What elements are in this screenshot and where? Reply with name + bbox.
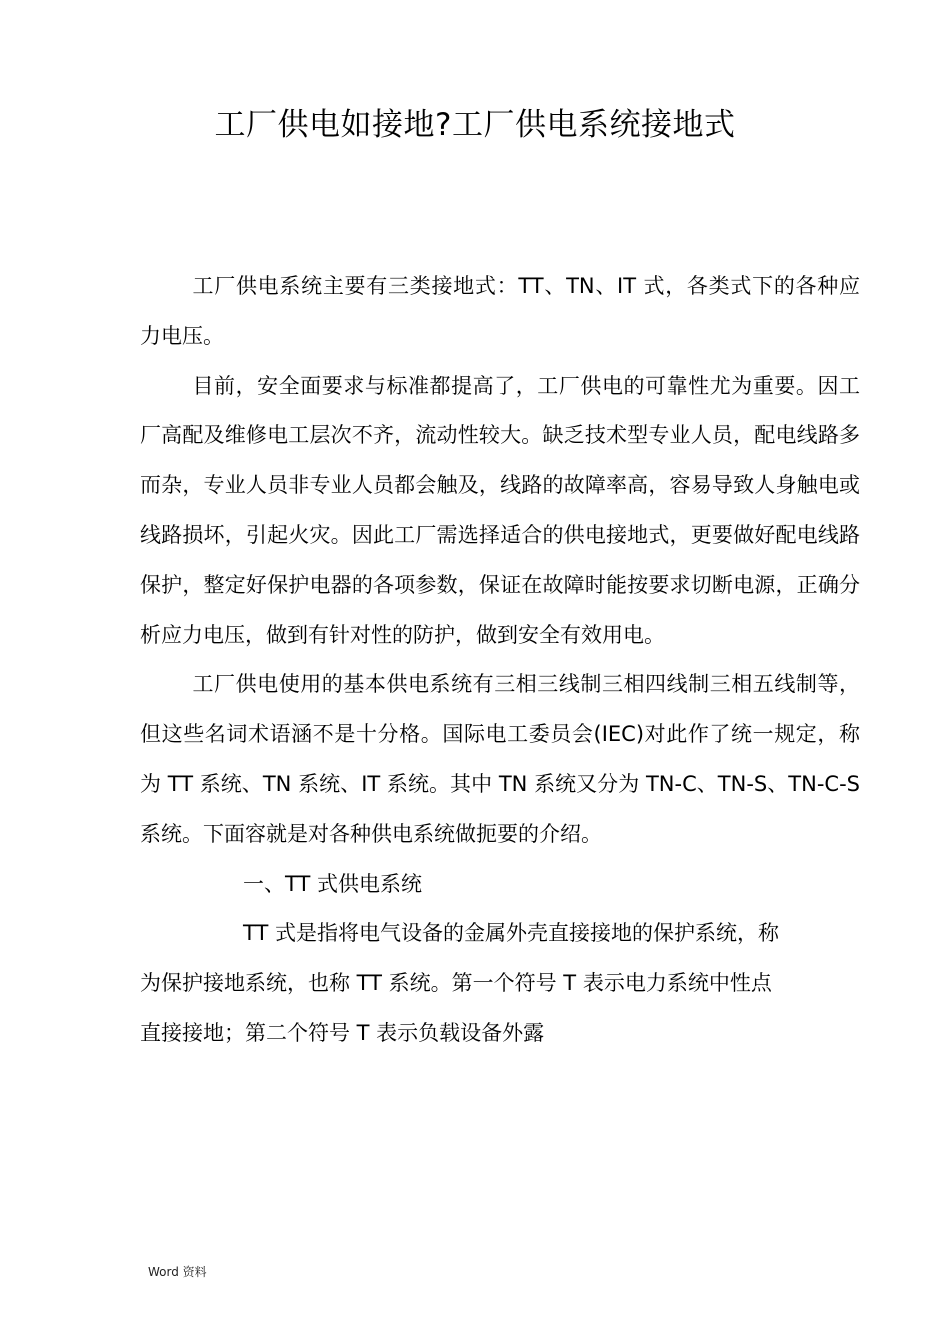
document-title: 工厂供电如接地?工厂供电系统接地式 (214, 107, 736, 143)
paragraph-grounding-types: 工厂供电系统主要有三类接地式：TT、TN、IT 式，各类式下的各种应力电压。 (140, 274, 860, 348)
paragraph-safety-requirements: 目前，安全面要求与标准都提高了，工厂供电的可靠性尤为重要。因工厂高配及维修电工层次不齐，流动性较大。缺乏技术型专业人员，配电线路多而杂，专业人员非专业人员都会触及，线路的故障率高，容易导致人身触电或线路损坏，引起火灾。因此工厂需选择适合的供电接地式，更要做好配电线路保护，整定好保护电器的各项参数，保证在故障时能按要求切断电源，正确分析应力电压，做到有针对性的防护，做到安全有效用电。 (140, 373, 860, 647)
paragraph-iec-systems: 工厂供电使用的基本供电系统有三相三线制三相四线制三相五线制等，但这些名词术语涵不是十分格。国际电工委员会(IEC)对此作了统一规定，称为 TT 系统、TN 系统、IT 系统。其中 TN 系统又分为 TN-C、TN-S、TN-C-S 系统。下面容就是对各种供电系统做扼要的介绍。 (140, 672, 860, 846)
footer-label: Word 资料 (148, 1265, 207, 1279)
section-heading-tt: 一、TT 式供电系统 (243, 871, 422, 896)
document-body (140, 262, 860, 1059)
paragraph-tt-definition: TT 式是指将电气设备的金属外壳直接接地的保护系统，称为保护接地系统，也称 TT 系统。第一个符号 T 表示电力系统中性点直接接地；第二个符号 T 表示负载设备外露 (140, 921, 779, 1045)
